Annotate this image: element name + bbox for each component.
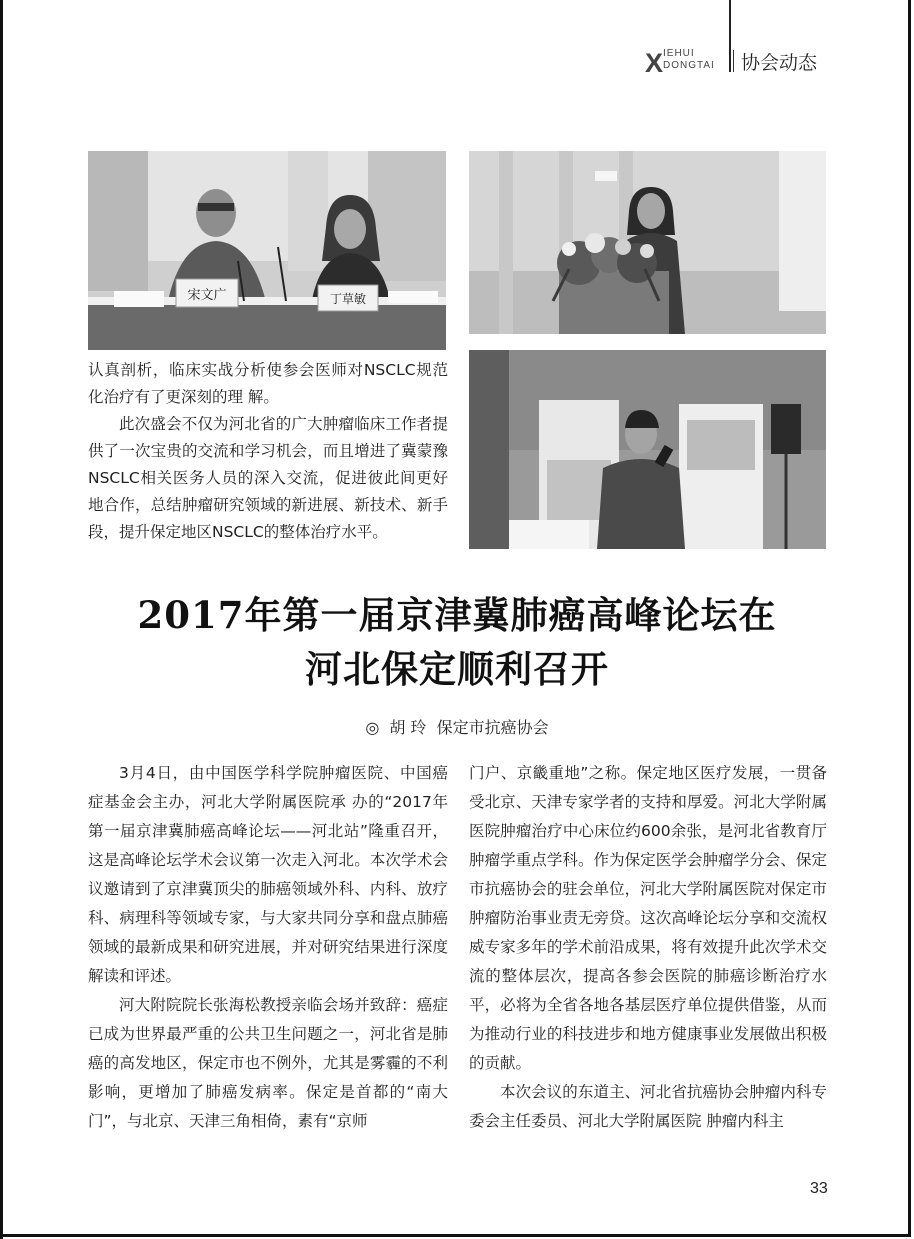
logo-bottom-text: DONGTAI <box>663 60 715 71</box>
article-title-line: 河北保定顺利召开 <box>305 647 609 691</box>
byline-organization: 保定市抗癌协会 <box>436 718 549 737</box>
photo-speakers-at-table <box>88 151 446 350</box>
page-number: 33 <box>810 1180 828 1197</box>
photo-man-with-microphone <box>469 350 826 549</box>
intro-text <box>88 357 448 546</box>
body-paragraph: 门户、京畿重地”之称。保定地区医疗发展，一贯备受北京、天津专家学者的支持和厚爱。河北大学附属医院肿瘤治疗中心床位约600余张，是河北省教育厅肿瘤学重点学科。作为保定医学会肿瘤学分会、保定市抗癌协会的驻会单位，河北大学附属医院对保定市肿瘤防治事业责无旁贷。这次高峰论坛分享和交流权威专家多年的学术前沿成果，将有效提升此次学术交流的整体层次，提高各参会医院的肺癌诊断治疗水平，必将为全省各地各基层医疗单位提供借鉴，从而为推动行业的科技进步和地方健康事业发展做出积极的贡献。 <box>469 764 827 1072</box>
body-paragraph: 河大附院院长张海松教授亲临会场并致辞：癌症已成为世界最严重的公共卫生问题之一，河北省是肺癌的高发地区，保定市也不例外，尤其是雾霾的不利影响，更增加了肺癌发病率。保定是首都的“南大门”，与北京、天津三角相倚，素有“京师 <box>88 996 448 1130</box>
body-column-right <box>469 759 827 1136</box>
nameplate-right: 丁草敏 <box>329 292 367 306</box>
logo-letter: X <box>645 48 663 78</box>
body-paragraph: 3月4日，由中国医学科学院肿瘤医院、中国癌症基金会主办，河北大学附属医院承 办的“2017年第一届京津冀肺癌高峰论坛——河北站”隆重召开，这是高峰论坛学术会议第一次走入河北。本次学术会议邀请到了京津冀顶尖的肺癌领域外科、内科、放疗科、病理科等领域专家，与大家共同分享和盘点肺癌领域的最新成果和研究进展，并对研究结果进行深度解读和评述。 <box>88 764 448 985</box>
intro-paragraph: 此次盛会不仅为河北省的广大肿瘤临床工作者提供了一次宝贵的交流和学习机会，而且增进了冀蒙豫NSCLC相关医务人员的深入交流，促进彼此间更好地合作，总结肿瘤研究领域的新进展、新技术、新手段，提升保定地区NSCLC的整体治疗水平。 <box>88 415 448 541</box>
header-separator <box>733 50 734 72</box>
photo-podium-speaker <box>469 151 826 334</box>
page-left-edge <box>0 0 3 1239</box>
header-vertical-rule <box>729 0 731 72</box>
section-title: 协会动态 <box>741 52 818 74</box>
logo-top-text: IEHUI <box>663 48 695 59</box>
body-paragraph: 本次会议的东道主、河北省抗癌协会肿瘤内科专委会主任委员、河北大学附属医院 肿瘤内科主 <box>469 1083 827 1130</box>
nameplate-left: 宋文广 <box>187 288 227 303</box>
byline-author: 胡 玲 <box>389 718 427 737</box>
article-title <box>60 588 854 696</box>
byline <box>0 715 914 738</box>
article-title-line: 2017年第一届京津冀肺癌高峰论坛在 <box>137 593 777 637</box>
byline-mark: ◎ <box>365 718 380 737</box>
intro-paragraph: 认真剖析，临床实战分析使参会医师对NSCLC规范化治疗有了更深刻的理 解。 <box>88 361 448 406</box>
body-column-left <box>88 759 448 1136</box>
